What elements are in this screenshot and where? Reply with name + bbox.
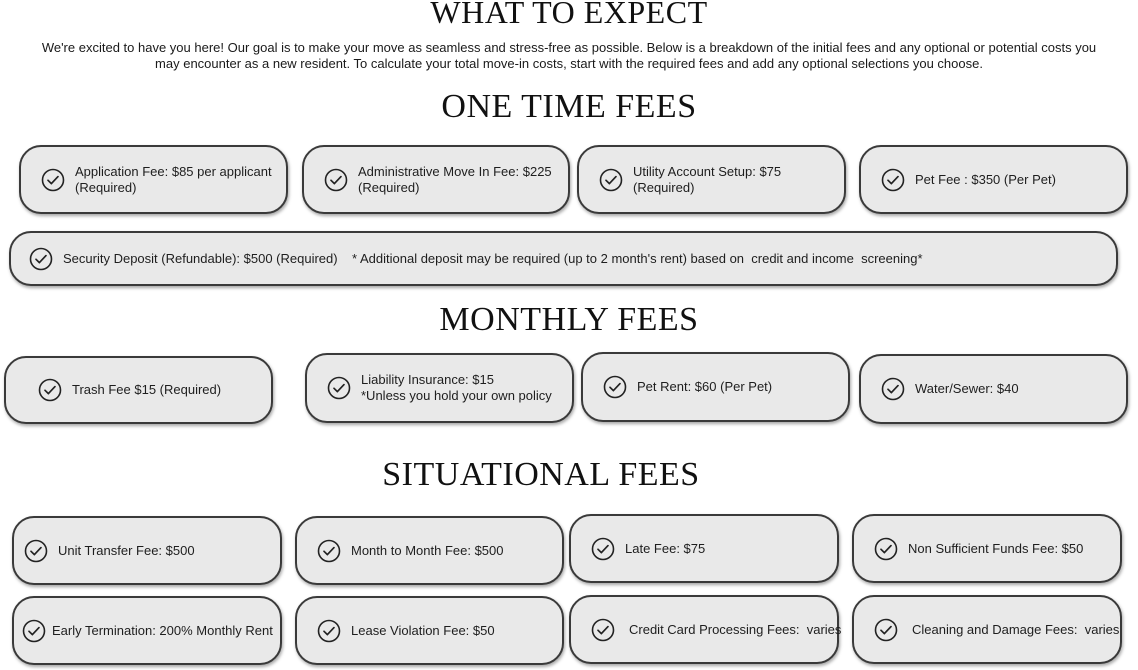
intro-line-1: We're excited to have you here! Our goal is to make your move as seamless and stress-free as possible. Below is a breakdown of the initial fees and any optional or potential costs you [41,40,1097,55]
fee-label: Security Deposit (Refundable): $500 (Required) * Additional deposit may be required (up to 2 month's rent) based on credit and income screening* [63,250,923,266]
fee-label: Administrative Move In Fee: $225 (Required) [358,163,552,195]
check-circle-icon [24,539,48,563]
check-circle-icon [874,618,898,642]
fee-pill-credit-card-processing [569,595,842,664]
fee-pill-pet-rent [581,352,850,422]
fee-pill-cleaning-damage [852,595,1122,664]
check-circle-icon [874,537,898,561]
intro-text [20,40,1118,72]
page-title: WHAT TO EXPECT [430,0,708,30]
fee-pill-pet-fee [859,145,1128,214]
fee-pill-early-termination [12,596,282,665]
check-circle-icon [317,619,341,643]
fee-pill-security-deposit [9,231,1118,286]
fee-pill-trash [4,356,273,424]
fee-label: Unit Transfer Fee: $500 [58,542,195,558]
fee-label: Liability Insurance: $15 *Unless you hold your own policy [361,372,552,403]
check-circle-icon [327,376,351,400]
check-circle-icon [599,168,623,192]
check-circle-icon [591,618,615,642]
fee-pill-admin-move-in [302,145,570,214]
fee-label: Early Termination: 200% Monthly Rent [52,622,273,638]
fee-pill-unit-transfer [12,516,282,585]
check-circle-icon [324,168,348,192]
check-circle-icon [591,537,615,561]
fee-label: Water/Sewer: $40 [915,381,1019,396]
fee-label: Month to Month Fee: $500 [351,542,504,558]
check-circle-icon [881,377,905,401]
fee-label: Lease Violation Fee: $50 [351,622,495,638]
situational-fees-title: SITUATIONAL FEES [382,456,700,493]
fee-pill-lease-violation [295,596,564,665]
check-circle-icon [38,378,62,402]
check-circle-icon [881,168,905,192]
fee-label: Application Fee: $85 per applicant (Required) [75,163,272,195]
fee-label: Cleaning and Damage Fees: varies [912,621,1120,637]
fee-pill-nsf [852,514,1122,583]
fee-pill-month-to-month [295,516,564,585]
fee-pill-liability-insurance [305,353,574,423]
fee-label: Utility Account Setup: $75 (Required) [633,163,782,195]
fee-label: Pet Rent: $60 (Per Pet) [637,379,773,394]
fee-pill-utility-setup [577,145,846,214]
fee-label: Pet Fee : $350 (Per Pet) [915,171,1056,187]
fee-pill-late-fee [569,514,839,583]
check-circle-icon [22,619,46,643]
check-circle-icon [29,247,53,271]
check-circle-icon [317,539,341,563]
fee-pill-application [19,145,288,214]
fee-label: Non Sufficient Funds Fee: $50 [908,540,1084,556]
one-time-fees-title: ONE TIME FEES [441,88,697,125]
fee-label: Trash Fee $15 (Required) [72,382,222,397]
check-circle-icon [41,168,65,192]
fee-pill-water-sewer [859,354,1128,424]
fee-label: Late Fee: $75 [625,540,706,556]
fee-label: Credit Card Processing Fees: varies [629,621,842,637]
check-circle-icon [603,375,627,399]
monthly-fees-title: MONTHLY FEES [439,301,699,338]
intro-line-2: may encounter as a new resident. To calculate your total move-in costs, start with the required fees and add any optional selections you choose. [155,56,983,71]
